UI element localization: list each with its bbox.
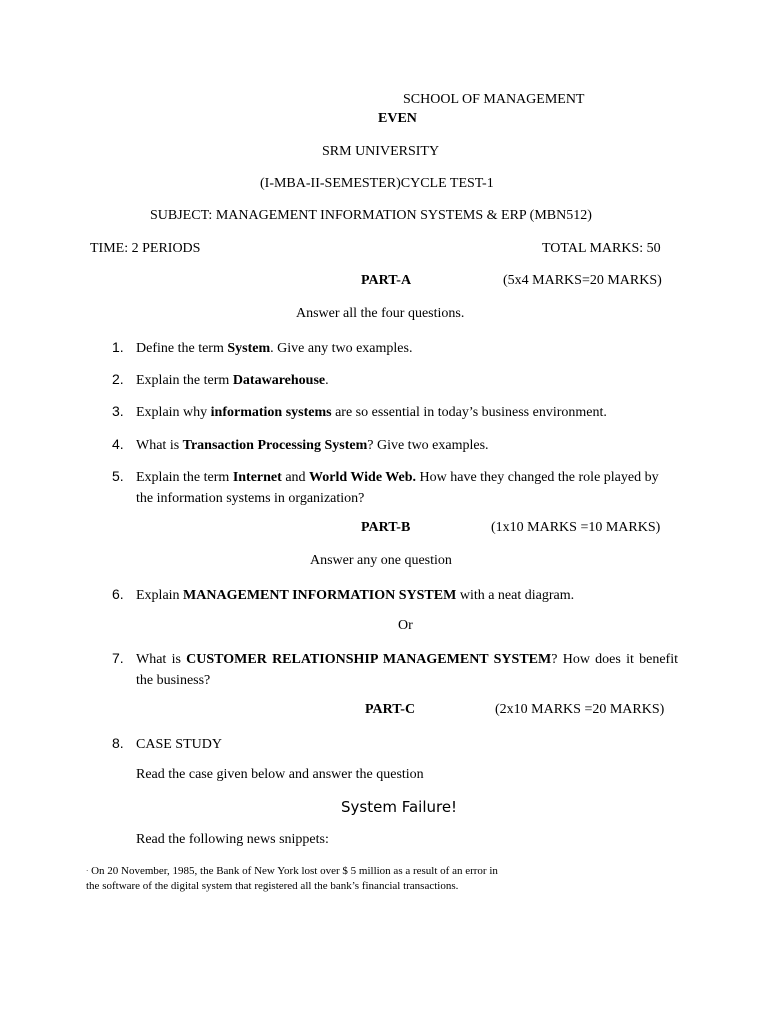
question-number: 5. <box>112 468 124 484</box>
question-number: 6. <box>112 586 124 602</box>
question-number: 1. <box>112 339 124 355</box>
question-text: Define the term System. Give any two examples. <box>136 341 413 356</box>
question-text: Explain the term Datawarehouse. <box>136 373 329 388</box>
subject-line: SUBJECT: MANAGEMENT INFORMATION SYSTEMS & ERP (MBN512) <box>150 208 592 223</box>
news-instruction: Read the following news snippets: <box>136 832 329 847</box>
question-text: What is CUSTOMER RELATIONSHIP MANAGEMENT SYSTEM? How does it benefit the business? <box>136 652 679 688</box>
question-text: Explain why information systems are so essential in today’s business environment. <box>136 405 607 420</box>
question-text: Explain the term Internet and World Wide Web. How have they changed the role played by the information systems in organization? <box>136 470 659 506</box>
part-b-title: PART-B <box>361 520 411 535</box>
even-label: EVEN <box>378 111 417 126</box>
case-instruction: Read the case given below and answer the question <box>136 767 424 782</box>
part-a-title: PART-A <box>361 273 412 288</box>
question-number: 2. <box>112 371 124 387</box>
question-number: 7. <box>112 650 124 666</box>
total-marks-label: TOTAL MARKS: 50 <box>542 241 661 256</box>
university-name: SRM UNIVERSITY <box>322 144 440 159</box>
question-number: 3. <box>112 403 124 419</box>
part-b-instruction: Answer any one question <box>310 553 452 568</box>
part-b-marks: (1x10 MARKS =10 MARKS) <box>491 520 661 535</box>
question-text: Explain MANAGEMENT INFORMATION SYSTEM with a neat diagram. <box>136 588 575 603</box>
question-text: What is Transaction Processing System? Give two examples. <box>136 438 489 453</box>
case-title: System Failure! <box>341 798 458 816</box>
footnote-marker: · <box>86 867 89 875</box>
question-number: 8. <box>112 735 124 751</box>
part-c-title: PART-C <box>365 702 416 717</box>
part-a-marks: (5x4 MARKS=20 MARKS) <box>503 273 662 288</box>
time-label: TIME: 2 PERIODS <box>90 241 201 256</box>
question-text: CASE STUDY <box>136 737 222 752</box>
school-name: SCHOOL OF MANAGEMENT <box>403 92 585 107</box>
or-separator: Or <box>398 618 413 633</box>
test-title: (I-MBA-II-SEMESTER)CYCLE TEST-1 <box>260 176 494 191</box>
news-snippet: · On 20 November, 1985, the Bank of New York lost over $ 5 million as a result of an error in the software of the digital system that registered all the bank’s financial transactions. <box>86 865 498 892</box>
part-c-marks: (2x10 MARKS =20 MARKS) <box>495 702 665 717</box>
part-a-instruction: Answer all the four questions. <box>296 306 465 321</box>
question-number: 4. <box>112 436 124 452</box>
